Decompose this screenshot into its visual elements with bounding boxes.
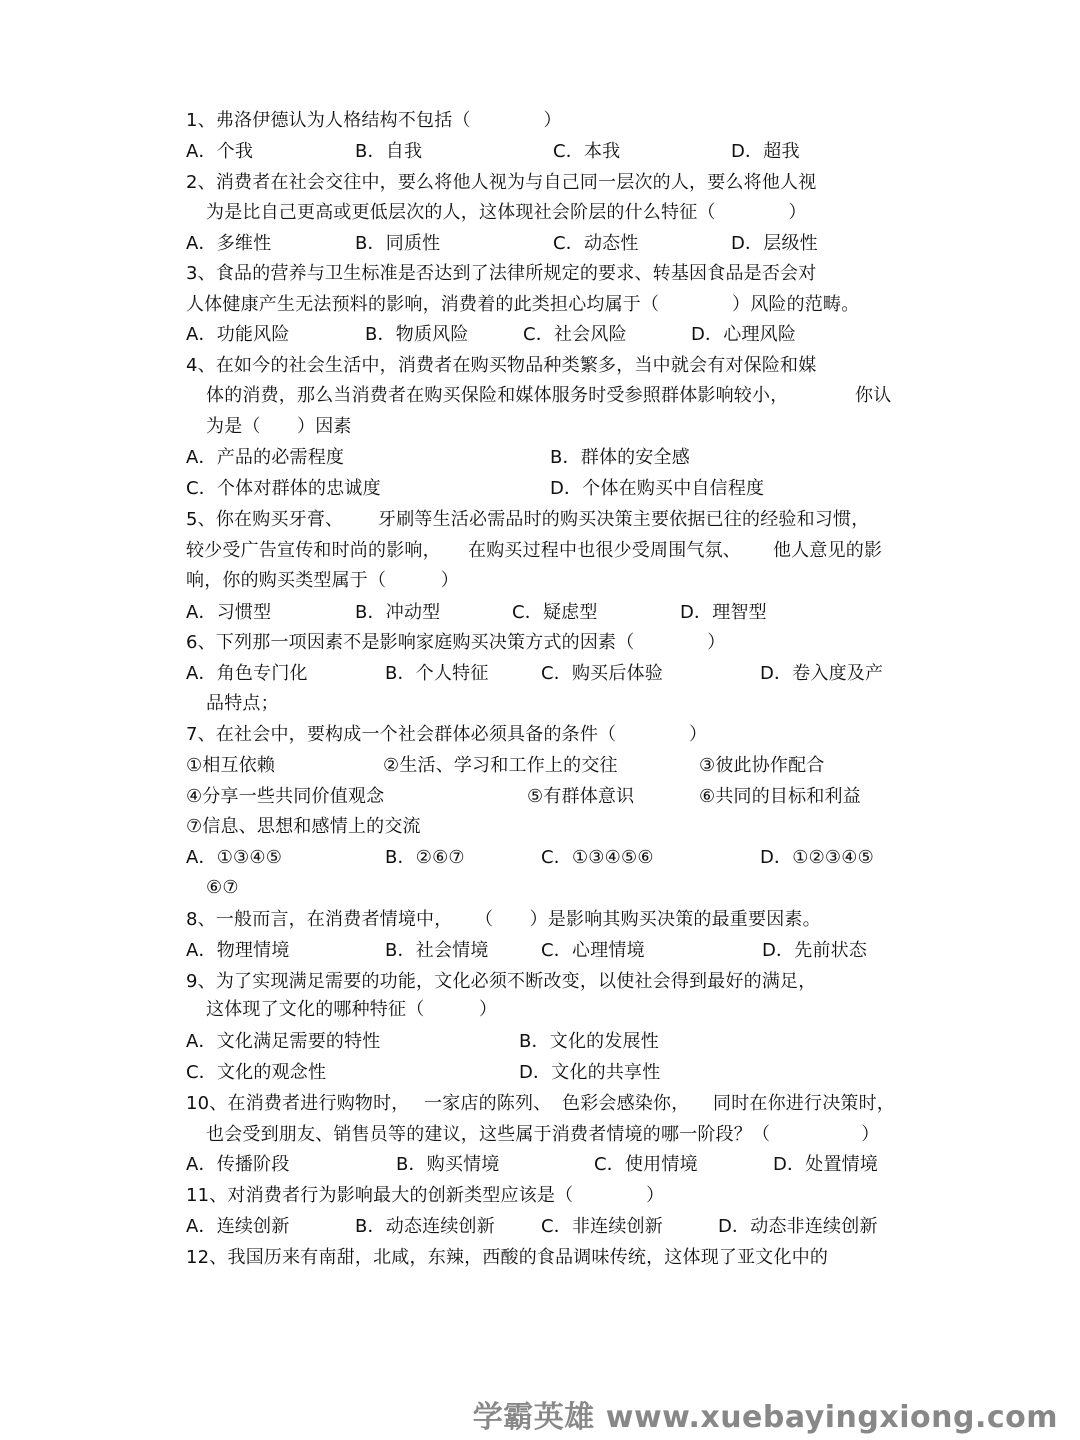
- q8-option-d: D．先前状态: [762, 940, 868, 961]
- q11-option-b: B．动态连续创新: [355, 1216, 495, 1237]
- q3-option-a: A．功能风险: [186, 324, 290, 345]
- q4-option-c: C．个体对群体的忠诚度: [186, 478, 381, 499]
- q7-condition-3: ③彼此协作配合: [699, 755, 825, 776]
- q1-option-b: B．自我: [355, 141, 423, 162]
- question-5-stem: 5、你在购买牙膏、: [186, 509, 344, 530]
- question-10-stem: 10、在消费者进行购物时，: [186, 1093, 410, 1114]
- q11-option-c: C．非连续创新: [541, 1216, 663, 1237]
- q2-option-a: A．多维性: [186, 233, 272, 254]
- q7-condition-6: ⑥共同的目标和利益: [699, 786, 861, 807]
- q6-option-d: D．卷入度及产: [760, 663, 884, 684]
- question-7-stem: 7、在社会中，要构成一个社会群体必须具备的条件（ ）: [186, 724, 708, 745]
- question-3-stem-cont: 人体健康产生无法预料的影响，消费着的此类担心均属于（ ）风险的范畴。: [186, 294, 860, 315]
- q8-option-b: B．社会情境: [385, 940, 489, 961]
- q7-option-b: B．②⑥⑦: [385, 847, 465, 868]
- question-2-stem-cont: 为是比自己更高或更低层次的人，这体现社会阶层的什么特征（ ）: [206, 202, 807, 223]
- question-4-stem-tail: 你认: [855, 385, 892, 406]
- q5-option-d: D．理智型: [680, 602, 767, 623]
- q2-option-b: B．同质性: [355, 233, 441, 254]
- question-3-stem: 3、食品的营养与卫生标准是否达到了法律所规定的要求、转基因食品是否会对: [186, 263, 817, 284]
- q10-option-c: C．使用情境: [594, 1154, 698, 1175]
- question-10-stem-b: 一家店的陈列、: [424, 1093, 552, 1114]
- q9-option-d: D．文化的共享性: [519, 1062, 661, 1083]
- q7-condition-2: ②生活、学习和工作上的交往: [383, 755, 618, 776]
- question-5-stem-line2c: 他人意见的影: [773, 540, 883, 561]
- q7-condition-5: ⑤有群体意识: [527, 786, 635, 807]
- q6-option-c: C．购买后体验: [541, 663, 663, 684]
- q1-option-c: C．本我: [553, 141, 621, 162]
- q7-condition-4: ④分享一些共同价值观念: [186, 786, 385, 807]
- q5-option-c: C．疑虑型: [512, 602, 598, 623]
- q9-option-c: C．文化的观念性: [186, 1062, 327, 1083]
- question-6-stem: 6、下列那一项因素不是影响家庭购买决策方式的因素（ ）: [186, 632, 726, 653]
- q1-option-d: D．超我: [731, 141, 800, 162]
- q2-option-c: C．动态性: [553, 233, 639, 254]
- q3-option-b: B．物质风险: [365, 324, 469, 345]
- q3-option-d: D．心理风险: [691, 324, 797, 345]
- q7-option-c: C．①③④⑤⑥: [541, 847, 654, 868]
- q1-option-a: A．个我: [186, 141, 254, 162]
- question-5-stem-line2: 较少受广告宣传和时尚的影响，: [186, 540, 441, 561]
- question-4-stem-cont: 体的消费，那么当消费者在购买保险和媒体服务时受参照群体影响较小，: [206, 385, 789, 406]
- q10-option-a: A．传播阶段: [186, 1154, 290, 1175]
- q7-condition-1: ①相互依赖: [186, 755, 276, 776]
- q5-option-a: A．习惯型: [186, 602, 272, 623]
- q7-option-d: D．①②③④⑤: [760, 847, 874, 868]
- q11-option-d: D．动态非连续创新: [718, 1216, 878, 1237]
- question-11-stem: 11、对消费者行为影响最大的创新类型应该是（ ）: [186, 1185, 665, 1206]
- q11-option-a: A．连续创新: [186, 1216, 290, 1237]
- q7-option-d-cont: ⑥⑦: [206, 877, 239, 898]
- question-4-stem-end: 为是（ ）因素: [206, 416, 352, 437]
- question-10-stem-cont: 也会受到朋友、销售员等的建议，这些属于消费者情境的哪一阶段？（ ）: [206, 1124, 880, 1145]
- q6-option-a: A．角色专门化: [186, 663, 308, 684]
- question-10-stem-d: 同时在你进行决策时，: [713, 1093, 895, 1114]
- question-12-stem: 12、我国历来有南甜，北咸，东辣，西酸的食品调味传统，这体现了亚文化中的: [186, 1247, 829, 1268]
- question-1-stem: 1、弗洛伊德认为人格结构不包括（ ）: [186, 110, 562, 131]
- question-5-stem-line3: 响，你的购买类型属于（ ）: [186, 570, 459, 591]
- q6-option-d-cont: 品特点；: [206, 693, 279, 714]
- q10-option-b: B．购买情境: [396, 1154, 500, 1175]
- q5-option-b: B．冲动型: [355, 602, 441, 623]
- q8-option-a: A．物理情境: [186, 940, 290, 961]
- question-2-stem: 2、消费者在社会交往中，要么将他人视为与自己同一层次的人，要么将他人视: [186, 172, 817, 193]
- q9-option-b: B．文化的发展性: [519, 1031, 659, 1052]
- question-5-stem-line2b: 在购买过程中也很少受周围气氛、: [468, 540, 741, 561]
- q4-option-d: D．个体在购买中自信程度: [550, 478, 765, 499]
- question-9-stem-cont: 这体现了文化的哪种特征（ ）: [206, 999, 498, 1020]
- q6-option-b: B．个人特征: [385, 663, 489, 684]
- q9-option-a: A．文化满足需要的特性: [186, 1031, 381, 1052]
- q7-option-a: A．①③④⑤: [186, 847, 283, 868]
- question-10-stem-c: 色彩会感染你，: [562, 1093, 690, 1114]
- question-8-stem: 8、一般而言，在消费者情境中，: [186, 909, 453, 930]
- q8-option-c: C．心理情境: [541, 940, 645, 961]
- q3-option-c: C．社会风险: [523, 324, 627, 345]
- q7-condition-7: ⑦信息、思想和感情上的交流: [186, 816, 421, 837]
- question-8-stem-part2: （ ）是影响其购买决策的最重要因素。: [475, 909, 821, 930]
- watermark: 学霸英雄 www.xuebayingxiong.com: [472, 1400, 1058, 1435]
- q10-option-d: D．处置情境: [773, 1154, 879, 1175]
- q4-option-b: B．群体的安全感: [550, 447, 690, 468]
- question-9-stem: 9、为了实现满足需要的功能，文化必须不断改变，以使社会得到最好的满足，: [186, 971, 817, 992]
- question-5-stem-part2: 牙刷等生活必需品时的购买决策主要依据已往的经验和习惯，: [378, 509, 870, 530]
- q4-option-a: A．产品的必需程度: [186, 447, 345, 468]
- question-4-stem: 4、在如今的社会生活中，消费者在购买物品种类繁多，当中就会有对保险和媒: [186, 355, 817, 376]
- q2-option-d: D．层级性: [731, 233, 818, 254]
